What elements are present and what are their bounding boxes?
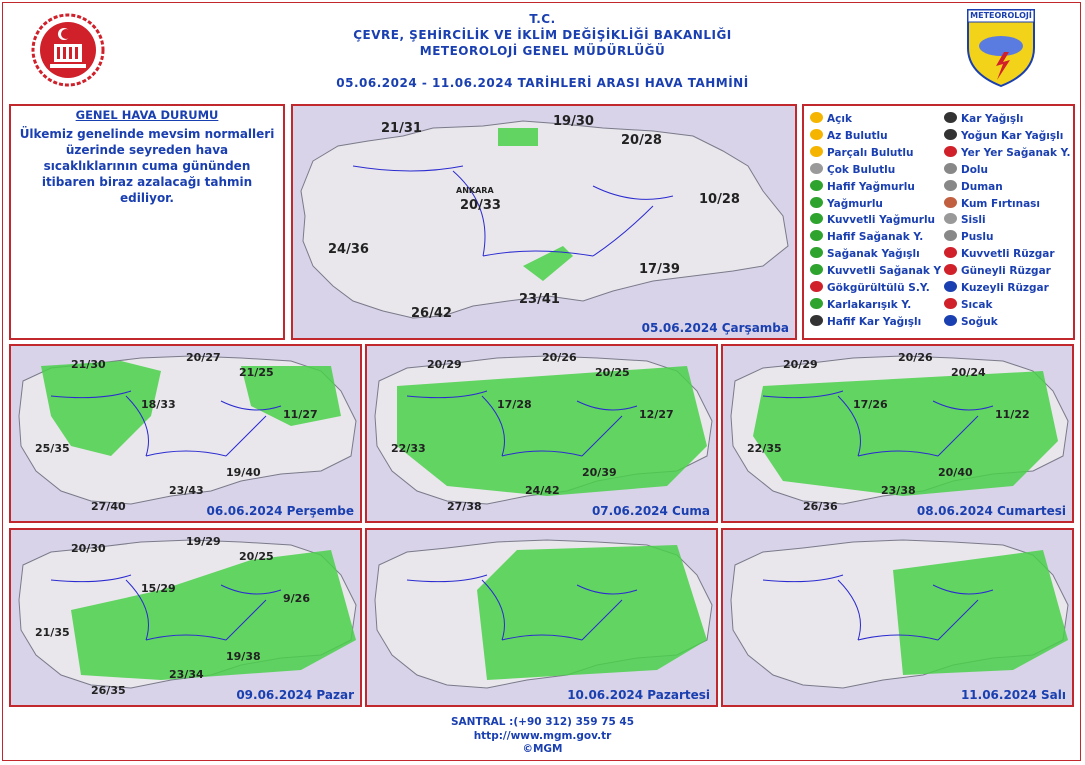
legend-label: Karlakarışık Y. <box>827 298 912 311</box>
footer-copyright: ©MGM <box>522 743 563 755</box>
weather-icon <box>944 315 957 326</box>
legend-item <box>810 180 915 193</box>
temp-label: 23/34 <box>169 668 204 681</box>
temp-label: 9/26 <box>283 592 310 605</box>
main-temp: 19/30 <box>553 114 594 129</box>
legend-label: Sisli <box>961 214 986 227</box>
day-map-1 <box>9 344 362 523</box>
temp-label: 27/40 <box>91 500 126 513</box>
legend-label: Hafif Kar Yağışlı <box>827 315 922 328</box>
legend-item <box>944 163 988 176</box>
temp-label: 20/29 <box>783 358 818 371</box>
weather-icon <box>944 112 957 123</box>
legend-label: Duman <box>961 180 1003 193</box>
main-temp: 17/39 <box>639 262 680 277</box>
day-label: 11.06.2024 Salı <box>960 688 1066 702</box>
rain-area <box>477 545 707 680</box>
legend-box <box>802 104 1075 340</box>
weather-icon <box>810 281 823 292</box>
legend-label: Sağanak Yağışlı <box>827 248 920 261</box>
legend-item <box>810 281 930 294</box>
legend-item <box>944 180 1003 193</box>
main-temp: 20/33 <box>460 198 501 213</box>
temp-label: 18/33 <box>141 398 176 411</box>
temp-label: 26/36 <box>803 500 838 513</box>
legend-item <box>810 264 941 277</box>
weather-icon <box>944 281 957 292</box>
turkey-map <box>367 530 716 705</box>
day-label: 07.06.2024 Cuma <box>591 504 710 518</box>
legend-label: Kuvvetli Sağanak Y <box>827 265 942 278</box>
weather-icon <box>810 247 823 258</box>
legend-item <box>944 197 1040 210</box>
legend-label: Soğuk <box>961 315 998 328</box>
weather-icon <box>810 146 823 157</box>
main-temp: 26/42 <box>411 306 452 321</box>
temp-label: 20/29 <box>427 358 462 371</box>
day-map-4 <box>9 528 362 707</box>
city-label: ANKARA <box>456 186 494 195</box>
legend-label: Çok Bulutlu <box>827 163 896 176</box>
weather-icon <box>944 230 957 241</box>
temp-label: 21/30 <box>71 358 106 371</box>
legend-label: Puslu <box>961 231 994 244</box>
legend-item <box>810 298 911 311</box>
legend-label: Açık <box>827 113 852 125</box>
weather-icon <box>810 129 823 140</box>
day-label: 08.06.2024 Cumartesi <box>916 504 1066 518</box>
day-label: 06.06.2024 Perşembe <box>206 504 354 518</box>
legend-label: Parçalı Bulutlu <box>827 146 914 159</box>
temp-label: 17/28 <box>497 398 532 411</box>
day-map-5 <box>365 528 718 707</box>
main-day-label: 05.06.2024 Çarşamba <box>641 321 789 335</box>
day-label: 10.06.2024 Pazartesi <box>567 688 710 702</box>
legend-label: Gökgürültülü S.Y. <box>827 282 930 294</box>
legend-label: Kar Yağışlı <box>961 113 1024 125</box>
legend-item <box>944 213 986 226</box>
temp-label: 21/25 <box>239 366 274 379</box>
weather-icon <box>810 315 823 326</box>
day-map-3 <box>721 344 1074 523</box>
legend-item <box>944 129 1063 142</box>
legend-item <box>810 112 852 125</box>
temp-label: 12/27 <box>639 408 674 421</box>
temp-label: 20/24 <box>951 366 986 379</box>
legend-item <box>810 197 883 210</box>
legend-item <box>810 315 921 328</box>
logo-text: METEOROLOJİ <box>970 11 1032 20</box>
temp-label: 24/42 <box>525 484 560 497</box>
legend-label: Dolu <box>961 163 989 176</box>
weather-icon <box>944 213 957 224</box>
footer-web: http://www.mgm.gov.tr <box>473 730 612 742</box>
main-temp: 10/28 <box>699 192 740 207</box>
temp-label: 26/35 <box>91 684 126 697</box>
temp-label: 20/30 <box>71 542 106 555</box>
day-map-6 <box>721 528 1074 707</box>
legend-item <box>944 264 1051 277</box>
weather-icon <box>810 213 823 224</box>
temp-label: 20/26 <box>542 351 577 364</box>
summary-text: Ülkemiz genelinde mevsim normalleri üzerinde seyreden hava sıcaklıklarının cuma gününden itibaren biraz azalacağı tahmin ediliyor. <box>19 127 275 205</box>
weather-icon <box>944 197 957 208</box>
legend-label: Yağmurlu <box>827 197 883 210</box>
legend-label: Kuvvetli Yağmurlu <box>827 214 936 227</box>
rain-area <box>893 550 1068 675</box>
temp-label: 15/29 <box>141 582 176 595</box>
temp-label: 19/38 <box>226 650 261 663</box>
weather-icon <box>944 298 957 309</box>
temp-label: 11/22 <box>995 408 1030 421</box>
legend-label: Kuvvetli Rüzgar <box>961 248 1055 261</box>
legend-item <box>810 230 923 243</box>
weather-icon <box>944 146 957 157</box>
weather-icon <box>810 112 823 123</box>
main-temp: 21/31 <box>381 121 422 136</box>
legend-item <box>810 247 920 260</box>
rain-area <box>397 366 707 496</box>
temp-label: 20/40 <box>938 466 973 479</box>
temp-label: 20/27 <box>186 351 221 364</box>
legend-label: Az Bulutlu <box>827 129 888 142</box>
turkey-map <box>723 530 1072 705</box>
main-temp: 23/41 <box>519 292 560 307</box>
temp-label: 22/33 <box>391 442 426 455</box>
legend-item <box>810 129 888 142</box>
legend-item <box>944 112 1023 125</box>
weather-icon <box>810 264 823 275</box>
weather-icon <box>944 180 957 191</box>
day-label: 09.06.2024 Pazar <box>236 688 354 702</box>
main-map <box>291 104 797 340</box>
main-temp: 24/36 <box>328 242 369 257</box>
temp-label: 11/27 <box>283 408 318 421</box>
weather-icon <box>810 298 823 309</box>
legend-item <box>944 230 994 243</box>
temp-label: 22/35 <box>747 442 782 455</box>
weather-icon <box>944 163 957 174</box>
temp-label: 23/43 <box>169 484 204 497</box>
legend-label: Yoğun Kar Yağışlı <box>961 129 1064 142</box>
legend-label: Kuzeyli Rüzgar <box>961 282 1049 294</box>
legend-item <box>944 298 992 311</box>
weather-icon <box>944 264 957 275</box>
legend-label: Hafif Sağanak Y. <box>827 231 924 244</box>
temp-label: 20/39 <box>582 466 617 479</box>
temp-label: 20/25 <box>595 366 630 379</box>
legend-label: Yer Yer Sağanak Y. <box>961 146 1071 159</box>
legend-label: Sıcak <box>961 298 993 311</box>
temp-label: 27/38 <box>447 500 482 513</box>
rain-area <box>753 371 1058 496</box>
legend-item <box>810 163 895 176</box>
temp-label: 19/40 <box>226 466 261 479</box>
weather-icon <box>810 180 823 191</box>
weather-icon <box>810 163 823 174</box>
temp-label: 19/29 <box>186 535 221 548</box>
header-tc: T.C. <box>529 12 556 26</box>
day-map-2 <box>365 344 718 523</box>
temp-label: 20/26 <box>898 351 933 364</box>
temp-label: 17/26 <box>853 398 888 411</box>
legend-item <box>944 146 1071 159</box>
header-dates: 05.06.2024 - 11.06.2024 TARİHLERİ ARASI HAVA TAHMİNİ <box>336 76 749 90</box>
footer-phone: SANTRAL :(+90 312) 359 75 45 <box>450 716 635 728</box>
summary-box <box>9 104 285 340</box>
legend-label: Hafif Yağmurlu <box>827 180 915 193</box>
legend-item <box>944 315 998 328</box>
legend-item <box>944 247 1055 260</box>
legend-item <box>810 146 914 159</box>
legend-item <box>944 281 1049 294</box>
header-directorate: METEOROLOJİ GENEL MÜDÜRLÜĞÜ <box>419 44 666 58</box>
temp-label: 25/35 <box>35 442 70 455</box>
weather-icon <box>944 247 957 258</box>
legend-item <box>810 213 935 226</box>
weather-icon <box>810 197 823 208</box>
temp-label: 23/38 <box>881 484 916 497</box>
legend-label: Kum Fırtınası <box>961 197 1041 210</box>
weather-icon <box>944 129 957 140</box>
header-ministry: ÇEVRE, ŞEHİRCİLİK VE İKLİM DEĞİŞİKLİĞİ BAKANLIĞI <box>353 28 732 42</box>
main-temp: 20/28 <box>621 133 662 148</box>
summary-title: GENEL HAVA DURUMU <box>75 108 219 122</box>
temp-label: 21/35 <box>35 626 70 639</box>
temp-label: 20/25 <box>239 550 274 563</box>
legend-label: Güneyli Rüzgar <box>961 265 1051 278</box>
weather-icon <box>810 230 823 241</box>
